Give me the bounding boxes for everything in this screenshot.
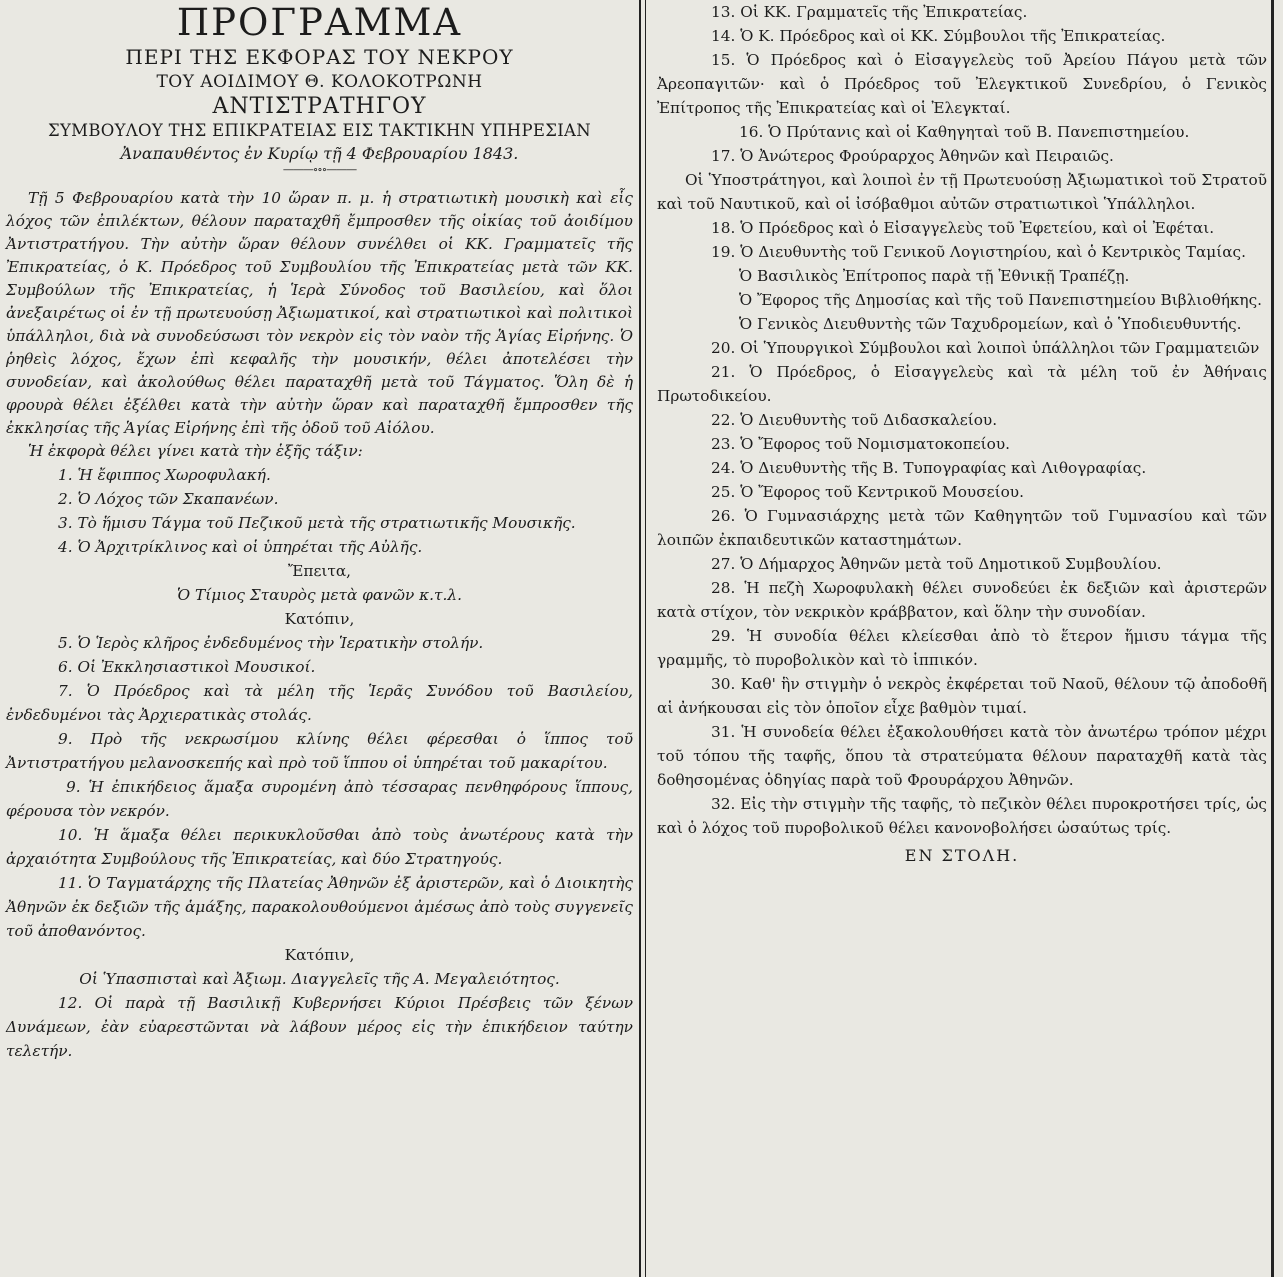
list-item: 19. Ὁ Διευθυντὴς τοῦ Γενικοῦ Λογιστηρίου, καὶ ὁ Κεντρικὸς Ταμίας.	[711, 243, 1246, 261]
list-item: 1. Ἡ ἔφιππος Χωροφυλακή.	[58, 466, 271, 484]
section-heading: Κατόπιν,	[284, 946, 355, 964]
subtitle-line-1: ΠΕΡΙ ΤΗΣ ΕΚΦΟΡΑΣ ΤΟΥ ΝΕΚΡΟΥ	[125, 45, 514, 69]
list-item: 4. Ὁ Ἀρχιτρίκλινος καὶ οἱ ὑπηρέται τῆς Αὐλῆς.	[58, 538, 423, 556]
list-item: 2. Ὁ Λόχος τῶν Σκαπανέων.	[58, 490, 279, 508]
list-item: Ὁ Τίμιος Σταυρὸς μετὰ φανῶν κ.τ.λ.	[177, 586, 462, 604]
list-item: 23. Ὁ Ἔφορος τοῦ Νομισματοκοπείου.	[711, 435, 1011, 453]
list-item: 9. Πρὸ τῆς νεκρωσίμου κλίνης θέλει φέρεσθαι ὁ ἵππος τοῦ Ἀντιστρατήγου μελανοσκεπής καὶ πρὸ τοῦ ἵππου οἱ ὑπηρέται τοῦ μακαρίτου.	[6, 730, 633, 772]
subtitle-line-4: ΣΥΜΒΟΥΛΟΥ ΤΗΣ ΕΠΙΚΡΑΤΕΙΑΣ ΕΙΣ ΤΑΚΤΙΚΗΝ ΥΠΗΡΕΣΙΑΝ	[48, 121, 591, 140]
list-item: 14. Ὁ Κ. Πρόεδρος καὶ οἱ ΚΚ. Σύμβουλοι τῆς Ἐπικρατείας.	[711, 27, 1166, 45]
list-item: 29. Ἡ συνοδία θέλει κλείεσθαι ἀπὸ τὸ ἕτερον ἥμισυ τάγμα τῆς γραμμῆς, τὸ πυροβολικὸν καὶ τὸ ἱππικόν.	[657, 627, 1267, 669]
list-item: 11. Ὁ Ταγματάρχης τῆς Πλατείας Ἀθηνῶν ἐξ ἀριστερῶν, καὶ ὁ Διοικητὴς Ἀθηνῶν ἐκ δεξιῶν τῆς ἁμάξης, παρακολουθούμενοι ἀμέσως ἀπὸ τοὺς συγγενεῖς τοῦ ἀποθανόντος.	[6, 874, 633, 940]
list-item: Ὁ Γενικὸς Διευθυντὴς τῶν Ταχυδρομείων, καὶ ὁ Ὑποδιευθυντής.	[739, 315, 1242, 333]
section-heading: Κατόπιν,	[284, 610, 355, 628]
order-intro: Ἡ ἐκφορὰ θέλει γίνει κατὰ τὴν ἑξῆς τάξιν:	[28, 442, 363, 460]
column-divider	[645, 0, 646, 1277]
intro-paragraph: Τῇ 5 Φεβρουαρίου κατὰ τὴν 10 ὥραν π. μ. ἡ στρατιωτικὴ μουσικὴ καὶ εἷς λόχος τῶν ἐπιλέκτων, θέλουν παραταχθῆ ἔμπροσθεν τῆς οἰκίας τοῦ ἀοιδίμου Ἀντιστρατήγου. Τὴν αὐτὴν ὥραν θέλουν συνέλθει οἱ ΚΚ. Γραμματεῖς τῆς Ἐπικρατείας, ὁ Κ. Πρόεδρος τοῦ Συμβουλίου τῆς Ἐπικρατείας μετὰ τῶν ΚΚ. Συμβούλων τῆς Ἐπικρατείας, ἡ Ἱερὰ Σύνοδος τοῦ Βασιλείου, καὶ ὅλοι ἀνεξαιρέτως οἱ ἐν τῇ πρωτευούσῃ Ἀξιωματικοί, καὶ στρατιωτικοὶ καὶ πολιτικοὶ ὑπάλληλοι, διὰ νὰ συνοδεύσωσι τὸν νεκρὸν εἰς τὸν ναὸν τῆς Ἁγίας Εἰρήνης. Ὁ ῥηθεὶς λόχος, ἔχων ἐπὶ κεφαλῆς τὴν μουσικήν, θέλει ἀποτελέσει τὴν συνοδείαν, καὶ ἀκολούθως θέλει παραταχθῆ μετὰ τοῦ Τάγματος. Ὅλη δὲ ἡ φρουρὰ θέλει ἐξέλθει κατὰ τὴν αὐτὴν ὥραν καὶ παραταχθῆ ἔμπροσθεν τῆς ἐκκλησίας τῆς Ἁγίας Εἰρήνης ἐπὶ τῆς ὁδοῦ τοῦ Αἰόλου.	[6, 189, 633, 437]
list-item: 31. Ἡ συνοδεία θέλει ἐξακολουθήσει κατὰ τὸν ἀνωτέρω τρόπον μέχρι τοῦ τόπου τῆς ταφῆς, ὅπου τὰ στρατεύματα θέλουν παραταχθῆ κατὰ τὰς δοθησομένας ὁδηγίας παρὰ τοῦ Φρουράρχου Ἀθηνῶν.	[657, 723, 1267, 789]
signoff: ΕΝ ΣΤΟΛΗ.	[904, 846, 1020, 865]
list-item: 9. Ἡ ἐπικήδειος ἅμαξα συρομένη ἀπὸ τέσσαρας πενθηφόρους ἵππους, φέρουσα τὸν νεκρόν.	[6, 778, 633, 820]
list-item: 6. Οἱ Ἐκκλησιαστικοὶ Μουσικοί.	[58, 658, 316, 676]
list-item: 5. Ὁ Ἱερὸς κλῆρος ἐνδεδυμένος τὴν Ἱερατικὴν στολήν.	[58, 634, 484, 652]
list-item: Οἱ Ὑπασπισταὶ καὶ Ἀξιωμ. Διαγγελεῖς τῆς Α. Μεγαλειότητος.	[79, 970, 560, 988]
list-item: 13. Οἱ ΚΚ. Γραμματεῖς τῆς Ἐπικρατείας.	[711, 3, 1028, 21]
right-column	[647, 0, 1273, 1277]
subtitle-line-3: ΑΝΤΙΣΤΡΑΤΗΓΟΥ	[212, 94, 427, 119]
list-item: 12. Οἱ παρὰ τῇ Βασιλικῇ Κυβερνήσει Κύριοι Πρέσβεις τῶν ξένων Δυνάμεων, ἐὰν εὐαρεστῶνται νὰ λάβουν μέρος εἰς τὴν ἐπικήδειον ταύτην τελετήν.	[6, 994, 633, 1060]
list-item: 27. Ὁ Δήμαρχος Ἀθηνῶν μετὰ τοῦ Δημοτικοῦ Συμβουλίου.	[711, 555, 1162, 573]
ornament-divider: ———∘∘∘———	[282, 163, 357, 176]
list-item: 25. Ὁ Ἔφορος τοῦ Κεντρικοῦ Μουσείου.	[711, 483, 1024, 501]
list-item: Οἱ Ὑποστράτηγοι, καὶ λοιποὶ ἐν τῇ Πρωτευούσῃ Ἀξιωματικοὶ τοῦ Στρατοῦ καὶ τοῦ Ναυτικοῦ, καὶ οἱ ἰσόβαθμοι αὐτῶν στρατιωτικοὶ Ὑπάλληλοι.	[657, 171, 1267, 213]
list-item: 3. Τὸ ἥμισυ Τάγμα τοῦ Πεζικοῦ μετὰ τῆς στρατιωτικῆς Μουσικῆς.	[58, 514, 576, 532]
list-item: Ὁ Ἔφορος τῆς Δημοσίας καὶ τῆς τοῦ Πανεπιστημείου Βιβλιοθήκης.	[739, 291, 1263, 309]
list-item: 26. Ὁ Γυμνασιάρχης μετὰ τῶν Καθηγητῶν τοῦ Γυμνασίου καὶ τῶν λοιπῶν ἐκπαιδευτικῶν καταστημάτων.	[657, 507, 1267, 549]
list-item: 28. Ἡ πεζὴ Χωροφυλακὴ θέλει συνοδεύει ἐκ δεξιῶν καὶ ἀριστερῶν κατὰ στίχον, τὸν νεκρικὸν κράββατον, καὶ ὅλην τὴν συνοδίαν.	[657, 579, 1267, 621]
list-item: 18. Ὁ Πρόεδρος καὶ ὁ Εἰσαγγελεὺς τοῦ Ἐφετείου, καὶ οἱ Ἐφέται.	[711, 219, 1215, 237]
list-item: 30. Καθ' ἣν στιγμὴν ὁ νεκρὸς ἐκφέρεται τοῦ Ναοῦ, θέλουν τῷ ἀποδοθῆ αἱ ἀνήκουσαι εἰς τὸν ὁποῖον εἶχε βαθμὸν τιμαί.	[657, 675, 1267, 717]
list-item: 16. Ὁ Πρύτανις καὶ οἱ Καθηγηταὶ τοῦ Β. Πανεπιστημείου.	[739, 123, 1190, 141]
list-item: 24. Ὁ Διευθυντὴς τῆς Β. Τυπογραφίας καὶ Λιθογραφίας.	[711, 459, 1147, 477]
subtitle-line-2: ΤΟΥ ΑΟΙΔΙΜΟΥ Θ. ΚΟΛΟΚΟΤΡΩΝΗ	[156, 72, 483, 92]
list-item: 17. Ὁ Ἀνώτερος Φρούραρχος Ἀθηνῶν καὶ Πειραιῶς.	[711, 147, 1114, 165]
section-heading: Ἔπειτα,	[287, 562, 352, 580]
list-item: 7. Ὁ Πρόεδρος καὶ τὰ μέλη τῆς Ἱερᾶς Συνόδου τοῦ Βασιλείου, ἐνδεδυμένοι τὰς Ἀρχιερατικὰς στολάς.	[6, 682, 633, 724]
dateline: Ἀναπαυθέντος ἐν Κυρίῳ τῇ 4 Φεβρουαρίου 1843.	[120, 144, 519, 163]
page-title: ΠΡΟΓΡΑΜΜΑ	[176, 1, 463, 44]
list-item: 15. Ὁ Πρόεδρος καὶ ὁ Εἰσαγγελεὺς τοῦ Ἀρείου Πάγου μετὰ τῶν Ἀρεοπαγιτῶν· καὶ ὁ Πρόεδρος τοῦ Ἐλεγκτικοῦ Συνεδρίου, ὁ Γενικὸς Ἐπίτροπος τῆς Ἐπικρατείας καὶ οἱ Ἐλεγκταί.	[657, 51, 1267, 117]
list-item: Ὁ Βασιλικὸς Ἐπίτροπος παρὰ τῇ Ἐθνικῇ Τραπέζῃ.	[739, 267, 1130, 285]
column-divider	[639, 0, 641, 1277]
list-item: 20. Οἱ Ὑπουργικοὶ Σύμβουλοι καὶ λοιποὶ ὑπάλληλοι τῶν Γραμματειῶν	[711, 339, 1260, 357]
list-item: 32. Εἰς τὴν στιγμὴν τῆς ταφῆς, τὸ πεζικὸν θέλει πυροκροτήσει τρίς, ὡς καὶ ὁ λόχος τοῦ πυροβολικοῦ θέλει κανονοβολήσει ὡσαύτως τρίς.	[657, 795, 1267, 837]
left-column	[0, 0, 637, 1277]
list-item: 22. Ὁ Διευθυντὴς τοῦ Διδασκαλείου.	[711, 411, 998, 429]
list-item: 10. Ἡ ἅμαξα θέλει περικυκλοῦσθαι ἀπὸ τοὺς ἀνωτέρους κατὰ τὴν ἀρχαιότητα Συμβούλους τῆς Ἐπικρατείας, καὶ δύο Στρατηγούς.	[6, 826, 633, 868]
list-item: 21. Ὁ Πρόεδρος, ὁ Εἰσαγγελεὺς καὶ τὰ μέλη τοῦ ἐν Ἀθήναις Πρωτοδικείου.	[657, 363, 1267, 405]
